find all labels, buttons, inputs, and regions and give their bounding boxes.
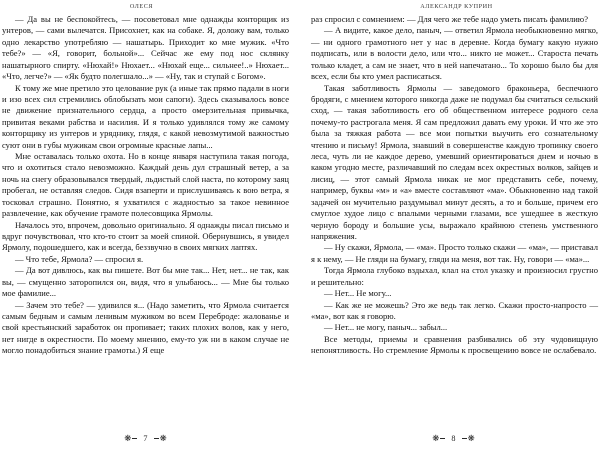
folio-left bbox=[0, 434, 300, 443]
paragraph: — Что тебе, Ярмола? — спросил я. bbox=[15, 253, 144, 264]
paragraph: — Зачем это тебе? — удивился я... (Надо заметить, что Ярмола считается самым бедным и самым ленивым мужиком во всем Переброде: жалованье и свой крестьянский заработок он пропивает; таких плохих волов, как у него, нет нигде в окрестности. По моему мнению, ему-то уж ни в каком случае не могло понадобиться знание грамоты.) Я еще bbox=[2, 299, 289, 356]
paragraph: Все методы, приемы и сравнения разбивались об эту чудовищную непонятливость. Но стремление Ярмолы к просвещению вовсе не ослабевало. bbox=[311, 333, 598, 356]
page-number: 7 bbox=[143, 434, 148, 443]
page-right-textblock bbox=[311, 14, 598, 357]
ornament-flower-icon: ❋ bbox=[462, 434, 475, 443]
page-number: 8 bbox=[451, 434, 456, 443]
paragraph: Тогда Ярмола глубоко вздыхал, клал на стол указку и произносил грустно и решительно: bbox=[311, 265, 598, 287]
folio-right bbox=[300, 434, 600, 443]
paragraph: К тому же мне претило это целование рук (а иные так прямо падали в ноги и изо всех сил стремились облобызать мои сапоги). Здесь сказывалось вовсе не движение признательного сердца, а просто омерзительная привычка, привитая веками рабства и насилия. И я только удивлялся тому же самому конторщику из унтеров и уряднику, глядя, с какой невозмутимой важностью суют они в губы мужикам свои огромные красные лапы... bbox=[2, 82, 289, 150]
paragraph: — А видите, какое дело, паныч, — ответил Ярмола необыкновенно мягко, — ни одного грамотного нет у нас в деревне. Когда бумагу какую нужно подписать, или в волости дело, или что... никто не может... Староста печать только кладет, а сам не знает, что в ней напечатано... То хорошо было бы для всех, если бы кто умел расписаться. bbox=[311, 25, 598, 82]
paragraph: раз спросил с сомнением: — Для чего же тебе надо уметь писать фамилию? bbox=[311, 14, 588, 24]
page-right bbox=[300, 0, 600, 451]
paragraph: Началось это, впрочем, довольно оригинально. Я однажды писал письмо и вдруг почувствовал, что кто-то стоит за моей спиной. Обернувшись, я увидел Ярмолу, подошедшего, как и всегда, беззвучно в своих мягких лаптях. bbox=[2, 219, 289, 253]
ornament-flower-icon: ❋ bbox=[124, 434, 137, 443]
page-left-textblock bbox=[2, 14, 289, 357]
ornament-flower-icon: ❋ bbox=[432, 434, 445, 443]
paragraph: — Нет... не могу, паныч... забыл... bbox=[324, 322, 448, 333]
paragraph: — Да вы не беспокойтесь, — посоветовал мне однажды конторщик из унтеров, — сами вылечатся. Присохнет, как на собаке. Я, доложу вам, только одно лекарство употребляю — нашатырь. Приходит ко мне мужик. «Что тебе?» — «Я, говорит, больной»... Сейчас же ему под нос склянку нашатырного спирту. «Нюхай!» Нюхает... «Нюхай еще... сильнее!..» Нюхает... «Что, легче?» — «Як будто полегшало...» — «Ну, так и ступай с Богом». bbox=[2, 14, 289, 82]
paragraph: — Как же не можешь? Это же ведь так легко. Скажи просто-напросто — «ма», вот как я говорю. bbox=[311, 299, 598, 321]
paragraph: — Нет... Не могу... bbox=[324, 288, 392, 299]
running-head-right: АЛЕКСАНДР КУПРИН bbox=[420, 3, 493, 10]
paragraph: — Ну скажи, Ярмола, — «ма». Просто только скажи — «ма», — приставал я к нему, — Не гляди на бумагу, гляди на меня, вот так. Ну, говори — «ма»... bbox=[311, 242, 598, 264]
paragraph: Мне оставалась только охота. Но в конце января наступила такая погода, что и охотиться стало невозможно. Каждый день дул страшный ветер, а за ночь на снегу образовывался твердый, льдистый слой наста, по которому заяц пробегал, не оставляя следов. Сидя взаперти и прислушиваясь к вою ветра, я тосковал страшно. Понятно, я ухватился с жадностью за такое невинное развлечение, как обучение грамоте полесовщика Ярмолы. bbox=[2, 151, 289, 219]
paragraph: — Да вот дивлюсь, как вы пишете. Вот бы мне так... Нет, нет... не так, как вы, — смущенно заторопился он, видя, что я улыбаюсь... — Мне бы только мое фамилие... bbox=[2, 265, 289, 299]
running-head-left: ОЛЕСЯ bbox=[129, 3, 154, 10]
ornament-flower-icon: ❋ bbox=[154, 434, 167, 443]
paragraph: Такая заботливость Ярмолы — заведомого браконьера, беспечного бродяги, с мнением которого никогда даже не подумал бы считаться сельский сход, — такая заботливость его об общественном интересе родного села почему-то растрогала меня. Я сам предложил давать ему уроки. И что же это была за тяжкая работа — все мои попытки выучить его сознательному чтению и письму! Ярмола, знавший в совершенстве каждую тропинку своего леса, чуть ли не каждое дерево, умевший ориентироваться днем и ночью в каком угодно месте, различавший по следам всех окрестных волков, зайцев и лисиц, — этот самый Ярмола никак не мог представить себе, почему, например, буквы «м» и «а» вместе составляют «ма». Обыкновенно над такой задачей он мучительно раздумывал минут десять, а то и больше, причем его смуглое худое лицо с впалыми черными глазами, все ушедшее в жесткую черную бороду и большие усы, выражало крайнюю степень умственного напряжения. bbox=[311, 82, 598, 242]
